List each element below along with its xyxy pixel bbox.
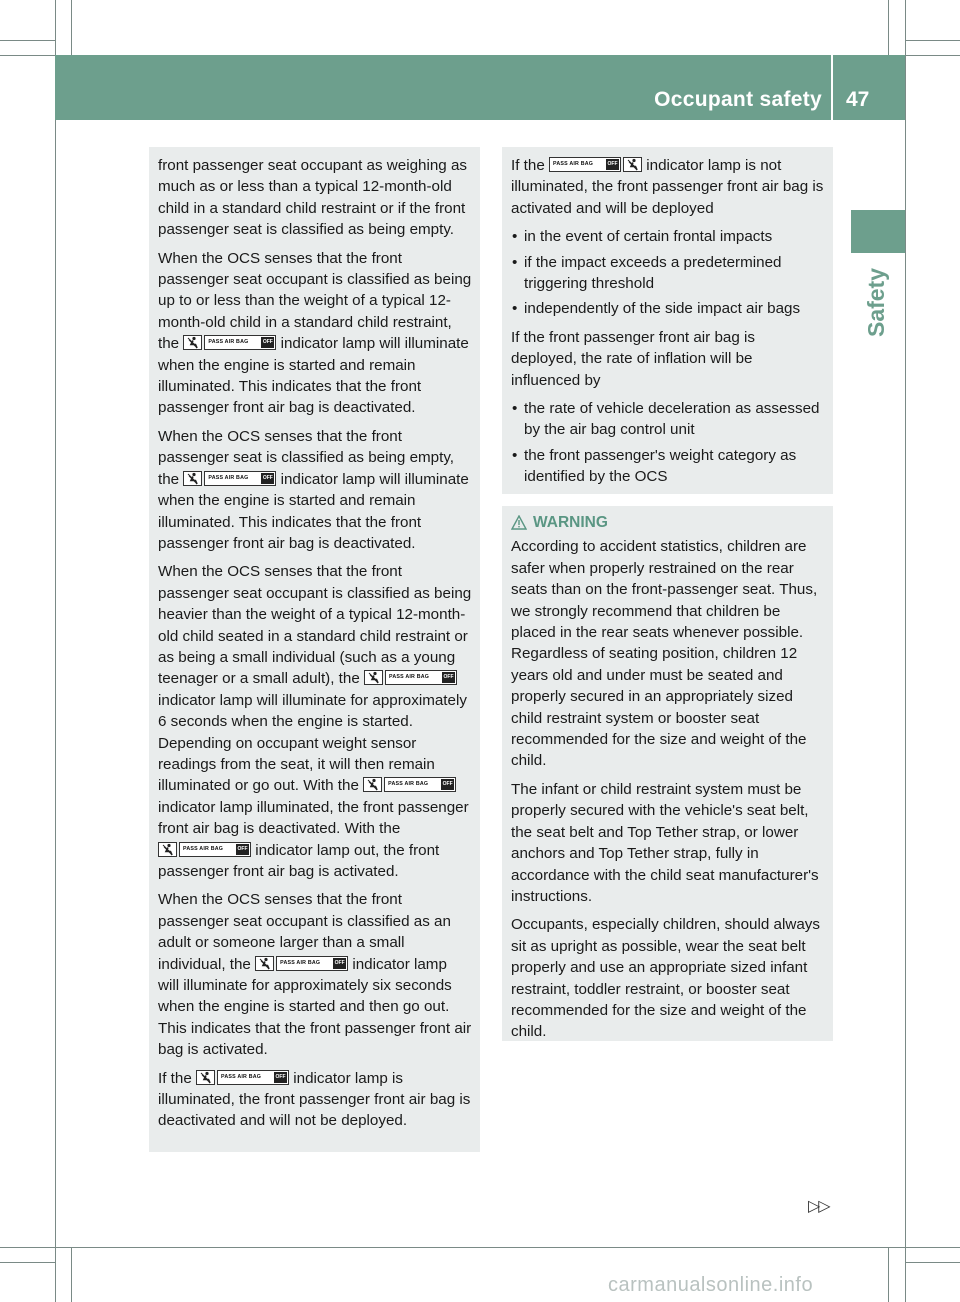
paragraph: When the OCS senses that the front passenger seat occupant is classified as an adult or someone larger than a small individual, the PASS AIR BAG OFF indicator lamp will illuminate for approximately six seconds when the engine is started and then go out. This indicates that the front passenger front air bag is activated.	[158, 891, 472, 1059]
paragraph: When the OCS senses that the front passenger seat occupant is classified as being heavier than the weight of a typical 12-month-old child seated in a standard child restraint or as being a small individual (such as a young teenager or a small adult), the PASS AIR BAG OFF indicator lamp will illuminate for approximately 6 seconds when the engine is started. Depending on occupant weight sensor readings from the seat, it will then remain illuminated or go out. With the PASS AIR BAG OFF indicator lamp illuminated, the front passenger front air bag is deactivated. With the PASS AIR BAG OFF indicator lamp out, the front passenger front air bag is activated.	[158, 563, 472, 880]
crop-mark	[71, 1247, 72, 1302]
warning-title: WARNING	[533, 514, 608, 531]
pass-air-bag-off-icon: PASS AIR BAG OFF	[217, 1070, 289, 1085]
seat-occupied-icon	[363, 777, 382, 792]
paragraph: If the PASS AIR BAG OFF indicator lamp is not illuminated, the front passenger front air bag is activated and will be deployed	[511, 157, 824, 217]
crop-mark	[0, 1247, 960, 1248]
paragraph: According to accident statistics, children are safer when properly restrained on the rear seats than on the front-passenger seat. Thus, we strongly recommend that children be placed in the rear seats whenever possible. Regardless of seating position, children 12 years old and under must be seated and properly secured in an appropriately sized child restraint system or booster seat recommended for the size and weight of the child.	[511, 538, 818, 770]
list-item: • in the event of certain frontal impacts	[511, 226, 825, 247]
crop-mark	[888, 0, 889, 55]
paragraph: When the OCS senses that the front passenger seat occupant is classified as being up to or less than the weight of a typical 12-month-old child in a standard child restraint, the PASS AIR BAG OFF indicator lamp will illuminate when the engine is started and remain illuminated. This indicates that the front passenger front air bag is deactivated.	[158, 249, 472, 417]
pass-air-bag-off-icon: PASS AIR BAG OFF	[385, 670, 457, 685]
bullet-list	[511, 398, 825, 488]
warning-header	[511, 512, 825, 533]
pass-air-bag-off-icon: PASS AIR BAG OFF	[276, 956, 348, 971]
pass-air-bag-off-icon: PASS AIR BAG OFF	[204, 335, 276, 350]
warning-box	[502, 506, 833, 1041]
seat-occupied-icon	[623, 157, 642, 172]
list-item: • the rate of vehicle deceleration as assessed by the air bag control unit	[511, 398, 825, 441]
page-title: Occupant safety	[654, 88, 822, 111]
pass-air-bag-off-icon: PASS AIR BAG OFF	[179, 842, 251, 857]
pass-air-bag-off-indicator	[364, 670, 457, 685]
pass-air-bag-off-icon: PASS AIR BAG OFF	[204, 471, 276, 486]
seat-occupied-icon	[183, 335, 202, 350]
section-label: Safety	[863, 267, 890, 337]
seat-occupied-icon	[196, 1070, 215, 1085]
seat-occupied-icon	[183, 471, 202, 486]
list-item: • independently of the side impact air bags	[511, 298, 825, 319]
pass-air-bag-off-indicator	[196, 1070, 289, 1085]
paragraph: When the OCS senses that the front passenger seat is classified as being empty, the PASS AIR BAG OFF indicator lamp will illuminate when the engine is started and remain illuminated. This indicates that the front passenger front air bag is deactivated.	[158, 427, 469, 552]
watermark: carmanualsonline.info	[608, 1274, 814, 1296]
crop-mark	[905, 1262, 960, 1263]
seat-occupied-icon	[158, 842, 177, 857]
left-column	[149, 147, 480, 1152]
list-item: • the front passenger's weight category as identified by the OCS	[511, 445, 825, 488]
crop-mark	[0, 40, 55, 41]
crop-mark	[71, 0, 72, 55]
list-item: • if the impact exceeds a predetermined triggering threshold	[511, 252, 825, 295]
paragraph: If the PASS AIR BAG OFF indicator lamp is illuminated, the front passenger front air bag is deactivated and will not be deployed.	[158, 1069, 471, 1130]
paragraph: If the front passenger front air bag is deployed, the rate of inflation will be influenced by	[511, 328, 755, 389]
seat-occupied-icon	[364, 670, 383, 685]
paragraph: front passenger seat occupant as weighing as much as or less than a typical 12-month-old child in a standard child restraint or if the front passenger seat is classified as being empty.	[158, 157, 468, 239]
crop-mark	[905, 0, 906, 1302]
bullet-list	[511, 226, 825, 320]
crop-mark	[55, 0, 56, 1302]
paragraph: Occupants, especially children, should always sit as upright as possible, wear the seat belt properly and use an appropriate sized infant restraint, toddler restraint, or booster seat recommended for the size and weight of the child.	[511, 916, 820, 1041]
crop-mark	[905, 40, 960, 41]
paragraph: The infant or child restraint system must be properly secured with the vehicle's seat belt, the seat belt and Top Tether strap, or lower anchors and Top Tether strap, fully in accordance with the child seat manufacturer's instructions.	[511, 780, 819, 905]
warning-icon	[511, 515, 527, 530]
page-number: 47	[846, 88, 870, 111]
pass-air-bag-off-icon: PASS AIR BAG OFF	[549, 157, 621, 172]
crop-mark	[888, 1247, 889, 1302]
pass-air-bag-off-icon: PASS AIR BAG OFF	[384, 777, 456, 792]
pass-air-bag-off-indicator	[363, 777, 456, 792]
pass-air-bag-off-indicator	[183, 335, 276, 350]
header-divider	[831, 55, 833, 120]
pass-air-bag-off-indicator	[158, 842, 251, 857]
pass-air-bag-off-indicator	[255, 956, 348, 971]
section-tab	[851, 210, 905, 253]
right-column-info	[502, 147, 833, 494]
crop-mark	[0, 1262, 55, 1263]
continue-arrows: ▷▷	[808, 1198, 829, 1215]
pass-air-bag-off-indicator	[549, 157, 642, 172]
seat-occupied-icon	[255, 956, 274, 971]
pass-air-bag-off-indicator	[183, 471, 276, 486]
